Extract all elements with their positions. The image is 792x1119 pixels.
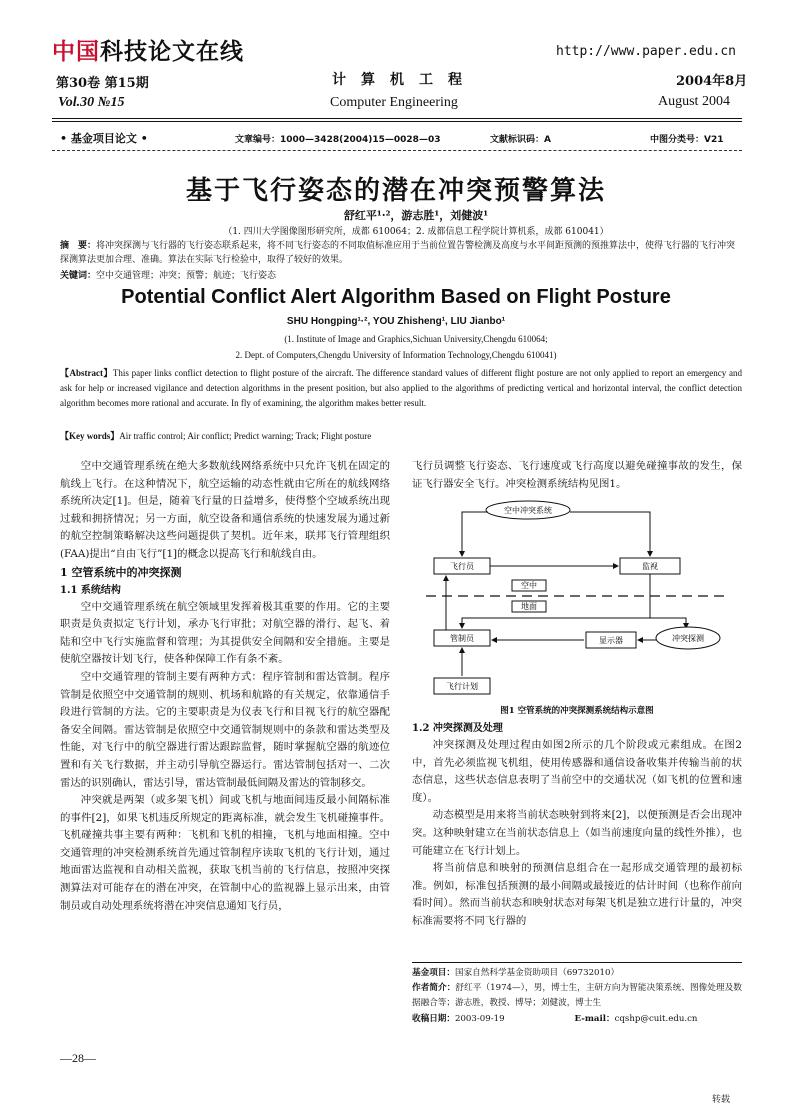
affiliation-en-1: (1. Institute of Image and Graphics,Sichuan University,Chengdu 610064; bbox=[284, 334, 548, 344]
footnote bbox=[412, 966, 742, 1027]
received-label: 收稿日期： bbox=[412, 1013, 455, 1024]
received-line bbox=[412, 1012, 742, 1027]
paragraph-3: 冲突就是两架（或多架飞机）间或飞机与地面间违反最小间隔标准的事件[2]，如果飞机违反所规定的距离标准，就会发生飞机碰撞事件。飞机碰撞共事主要有两种：飞机和飞机的相撞，飞机与地面相撞。空中交通管理的冲突检测系统首先通过管制程序读取飞机的飞行计划，通过地面雷达监视和自动相关监视，获取飞机当前的飞行信息，按照冲突探测算法对可能存在的潜在冲突，在管制中心的监视器上显示出来，由管制员或自动处理系统将潜在冲突信息通知飞行员， bbox=[60, 794, 390, 912]
arrow-system-monitor bbox=[570, 512, 650, 556]
figure-1-diagram bbox=[426, 500, 726, 700]
air-label: 空中 bbox=[521, 581, 537, 590]
abstract-text-en: This paper links conflict detection to flight posture of the aircraft. The difference standard values of different flight posture are not only applied to report an emergency and ask for help or increased vigilance and detection algorithms in the present position, but also applied to the algorithms of predicting vertical and horizontal interval, the conflict detection algorithm becomes more rational and accurate. In fly of examining, the algorithm makes better result. bbox=[60, 368, 743, 408]
site-url[interactable]: http://www.paper.edu.cn bbox=[556, 44, 737, 59]
display-label: 显示器 bbox=[599, 636, 623, 645]
pilot-label: 飞行员 bbox=[450, 562, 474, 571]
logo-red-text: 中国 bbox=[52, 39, 100, 65]
fund-line bbox=[412, 966, 742, 981]
classification-number: 中图分类号：V21 bbox=[650, 135, 724, 145]
logo-black-text: 科技论文在线 bbox=[100, 39, 244, 65]
site-logo bbox=[52, 33, 244, 66]
abstract-label-cn: 摘 要： bbox=[60, 241, 97, 251]
fund-label: 基金项目： bbox=[412, 968, 455, 978]
authors-cn: 舒红平¹·²，游志胜¹，刘健波¹ bbox=[343, 209, 489, 222]
paragraph-7: 将当前信息和映射的预测信息组合在一起形成交通管理的最初标准。例如，标准包括预测的最小间隔或最接近的估计时间（也称作前向看时间）。然而当前状态和映射状态对每架飞机是独立进行计量的，冲突标准需要将不同飞行器的 bbox=[412, 862, 742, 927]
keywords-text-cn: 空中交通管理；冲突；预警；航迹；飞行姿态 bbox=[96, 271, 277, 281]
keywords-text-en: Air traffic control; Air conflict; Predict warning; Track; Flight posture bbox=[119, 431, 372, 441]
header-rule-thin bbox=[52, 121, 742, 122]
keywords-cn bbox=[60, 268, 742, 281]
authors-en: SHU Hongping¹·², YOU Zhisheng¹, LIU Jianbo¹ bbox=[286, 316, 506, 327]
article-meta bbox=[60, 132, 740, 150]
repost-label: 转载 bbox=[712, 1095, 731, 1105]
received-date: 2003-09-19 bbox=[454, 1013, 505, 1024]
journal-name-en: Computer Engineering bbox=[330, 95, 458, 110]
arrow-to-conflict-detect bbox=[650, 618, 686, 628]
issue-date-en: August 2004 bbox=[658, 94, 730, 109]
volume-cn: 第30卷 第15期 bbox=[56, 76, 149, 91]
body-left-column bbox=[60, 458, 390, 915]
conflict-detect-label: 冲突探测 bbox=[672, 634, 704, 643]
body-right-column-top bbox=[412, 458, 742, 493]
section-1-heading: 1 空管系统中的冲突探测 bbox=[60, 565, 182, 579]
page-number: —28— bbox=[60, 1051, 96, 1065]
paragraph-4: 飞行员调整飞行姿态、飞行速度或飞行高度以避免碰撞事故的发生，保证飞行器安全飞行。冲突检测系统结构见图1。 bbox=[412, 460, 742, 490]
paragraph-1: 空中交通管理系统在航空领域里发挥着极其重要的作用。它的主要职责是负责拟定飞行计划，承办飞行审批；对航空器的滑行、起飞、着陆和空中飞行实施监督和管理；为其提供安全间隔和安全措施。主要是使航空器按计划飞行，使各种保障工作有条不紊。 bbox=[60, 600, 390, 666]
article-category: • 基金项目论文 • bbox=[60, 132, 148, 145]
email-label: E-mail： bbox=[574, 1013, 615, 1024]
meta-rule bbox=[52, 150, 742, 151]
author-bio-label: 作者简介： bbox=[412, 983, 456, 994]
keywords-label-cn: 关键词： bbox=[60, 271, 97, 281]
body-right-column-bottom bbox=[412, 720, 742, 931]
author-bio-text: 舒红平（1974—），男，博士生，主研方向为智能决策系统、图像处理及数据融合等；游志胜，教授、博导；刘健波，博士生 bbox=[412, 983, 742, 1009]
email-address[interactable]: cqshp@cuit.edu.cn bbox=[614, 1013, 698, 1024]
fund-text: 国家自然科学基金资助项目（69732010） bbox=[454, 968, 620, 978]
conflict-system-label: 空中冲突系统 bbox=[504, 506, 552, 515]
abstract-text-cn: 将冲突探测与飞行器的飞行姿态联系起来，将不同飞行姿态的不同取值标准应用于当前位置告警检测及高度与水平间距预测的预推算法中，使得飞行器的飞行冲突探测算法更加合理、准确。算法在实际飞行检验中，取得了较好的效果。 bbox=[60, 241, 736, 265]
paper-title-cn: 基于飞行姿态的潜在冲突预警算法 bbox=[185, 176, 606, 206]
abstract-en bbox=[60, 366, 742, 411]
affiliation-en-2: 2. Dept. of Computers,Chengdu University of Information Technology,Chengdu 610041) bbox=[235, 350, 557, 360]
abstract-label-en: 【Abstract】 bbox=[60, 368, 113, 378]
paragraph-5: 冲突探测及处理过程由如图2所示的几个阶段或元素组成。在图2中，首先必须监视飞机组，使用传感器和通信设备收集并传输当前的状态信息，这些状态信息表明了当前空中的交通状况（如飞机的位置和速度）。 bbox=[412, 739, 742, 804]
section-1-1-heading: 1.1 系统结构 bbox=[60, 584, 121, 596]
article-number: 文章编号：1000—3428(2004)15—0028—03 bbox=[235, 135, 441, 145]
affiliation-cn: （1. 四川大学图像图形研究所，成都 610064；2. 成都信息工程学院计算机系，成都 610041） bbox=[223, 227, 609, 237]
issue-date-cn: 2004年8月 bbox=[676, 74, 748, 89]
footnote-rule bbox=[412, 962, 742, 963]
paragraph-6: 动态模型是用来将当前状态映射到将来[2]，以便预测是否会出现冲突。这种映射建立在当前状态信息上（如当前速度向量的线性外推），也可能建立在飞行计划上。 bbox=[412, 809, 742, 857]
section-1-2-heading: 1.2 冲突探测及处理 bbox=[412, 723, 503, 734]
header-rule bbox=[52, 118, 742, 119]
paragraph-2: 空中交通管理的管制主要有两种方式：程序管制和雷达管制。程序管制是依照空中交通管制的规则、机场和航路的有关规定，依靠通信手段进行管制的方法。它的主要职责是为仪表飞行和目视飞行的航空器配备安全间隔。雷达管制是依照空中交通管制规则中的条款和雷达类型及性能，对飞行中的航空器进行雷达跟踪监督，随时掌握航空器的航迹位置和有关飞行数据，并主动引导航空器运行。雷达管制包括对一、二次雷达的识别确认，雷达引导，雷达管制最低间隔及雷达的管制移交。 bbox=[60, 670, 390, 789]
document-code: 文献标识码：A bbox=[490, 135, 551, 145]
arrow-system-pilot bbox=[462, 512, 488, 556]
abstract-cn bbox=[60, 239, 742, 267]
paper-title-en: Potential Conflict Alert Algorithm Based on Flight Posture bbox=[121, 286, 671, 308]
journal-name-cn: 计算机工程 bbox=[332, 72, 477, 88]
flight-plan-label: 飞行计划 bbox=[446, 682, 478, 691]
monitor-label: 监视 bbox=[642, 562, 658, 571]
figure-1-caption: 图1 空管系统的冲突探测系统结构示意图 bbox=[500, 706, 654, 716]
ground-label: 地面 bbox=[521, 602, 537, 611]
intro-paragraph: 空中交通管理系统在绝大多数航线网络系统中只允许飞机在固定的航线上飞行。在这种情况下，航空运输的动态性就由它所在的航线网络系统所决定[1]。但是，随着飞行量的日益增多，使得整个空域系统出现过载和拥挤情况；另一方面，航空设备和通信系统的快速发展为通过新的航空控制策略解决这些问题提供了契机。近年来，联邦飞行管理组织(FAA)提出“自由飞行”[1]的概念以提高飞行和航线自由。 bbox=[60, 460, 390, 560]
keywords-label-en: 【Key words】 bbox=[60, 431, 120, 441]
volume-en: Vol.30 №15 bbox=[58, 95, 125, 110]
author-bio-line bbox=[412, 981, 742, 1011]
controller-label: 管制员 bbox=[450, 634, 474, 643]
keywords-en bbox=[60, 429, 742, 442]
arrow-to-controller bbox=[462, 618, 650, 628]
